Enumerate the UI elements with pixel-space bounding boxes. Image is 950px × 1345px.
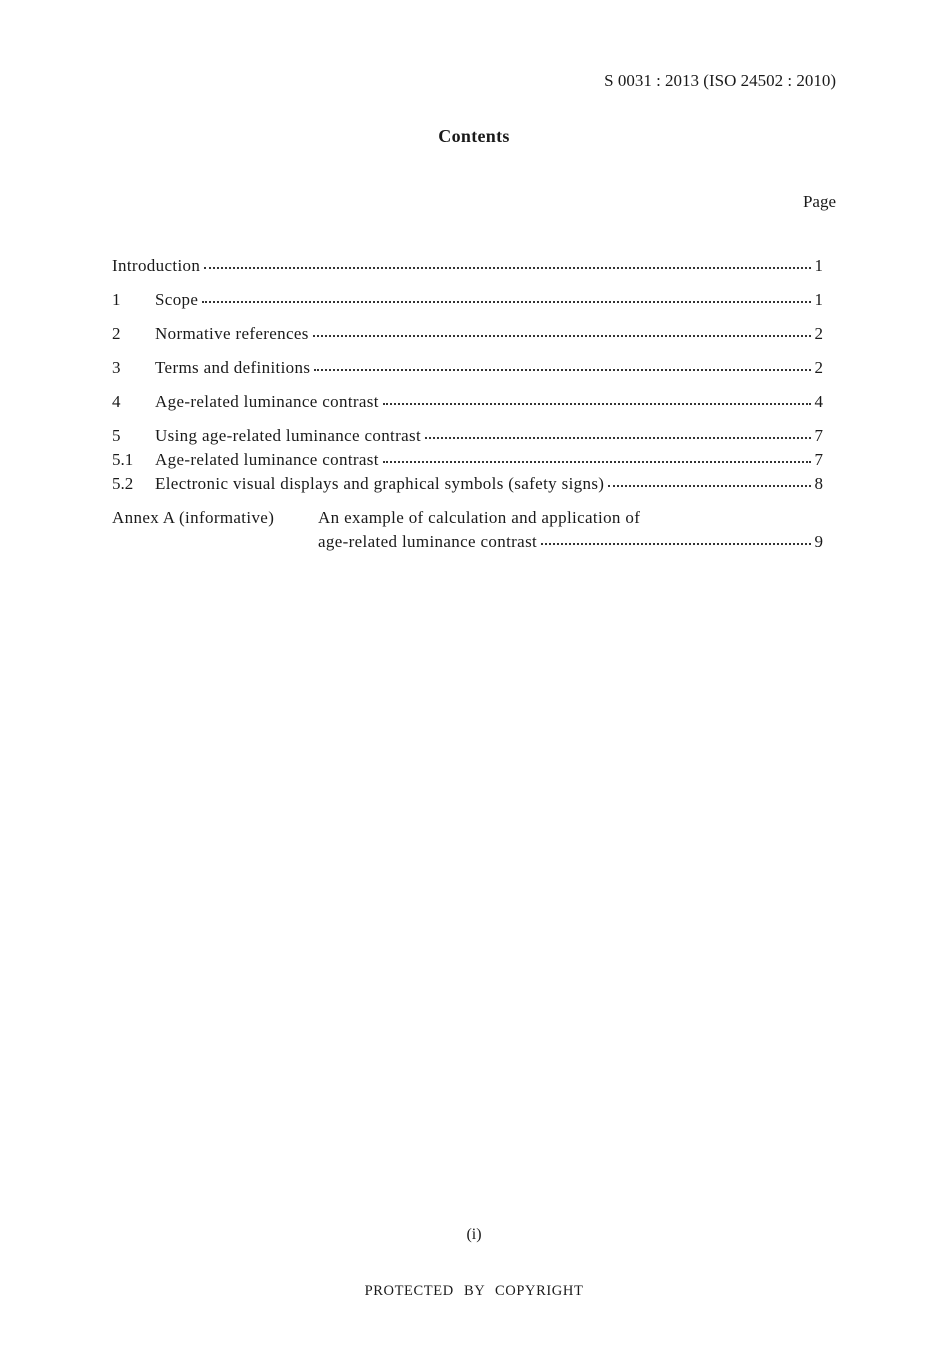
toc-entry-label: Scope xyxy=(155,290,199,309)
dot-leader xyxy=(383,461,811,463)
copyright-notice: PROTECTED BY COPYRIGHT xyxy=(364,1283,584,1299)
toc-entry-annex-a[interactable] xyxy=(112,506,823,554)
toc-entry-5-1[interactable] xyxy=(112,448,823,472)
dot-leader xyxy=(383,403,811,405)
toc-entry-page: 1 xyxy=(814,290,823,309)
toc-entry-label: Normative references xyxy=(155,324,309,343)
toc-entry-number: 2 xyxy=(112,324,121,343)
page-title: Contents xyxy=(438,126,510,146)
toc-entry-number: 5.2 xyxy=(112,474,134,493)
toc-entry-page: 4 xyxy=(814,392,823,411)
page-number: (i) xyxy=(466,1226,482,1243)
toc-entry-5-2[interactable] xyxy=(112,472,823,496)
toc-entry-page: 2 xyxy=(814,324,823,343)
toc-entry-label: Terms and definitions xyxy=(155,358,311,377)
toc-entry-page: 7 xyxy=(814,426,823,445)
toc-entry-page: 1 xyxy=(814,256,823,275)
annex-title-line-2-row xyxy=(318,530,823,554)
toc-entry-label: Age-related luminance contrast xyxy=(155,392,379,411)
toc-entry-2[interactable] xyxy=(112,322,823,346)
toc-entry-number: 1 xyxy=(112,290,121,309)
annex-tag: Annex A (informative) xyxy=(112,508,275,527)
toc-entry-page: 7 xyxy=(814,450,823,469)
toc-entry-1[interactable] xyxy=(112,288,823,312)
toc-entry-5[interactable] xyxy=(112,424,823,448)
annex-title-line-1: An example of calculation and application of xyxy=(318,508,641,527)
annex-heading-line xyxy=(112,506,823,530)
toc-entry-number: 3 xyxy=(112,358,121,377)
toc-entry-label: Electronic visual displays and graphical symbols (safety signs) xyxy=(155,474,605,493)
dot-leader xyxy=(204,267,811,269)
toc-entry-label: Using age-related luminance contrast xyxy=(155,426,422,445)
toc-entry-introduction[interactable] xyxy=(112,254,823,278)
standard-identifier: S 0031 : 2013 (ISO 24502 : 2010) xyxy=(604,71,836,90)
toc-entry-page: 2 xyxy=(814,358,823,377)
toc-entry-4[interactable] xyxy=(112,390,823,414)
toc-entry-number: 5 xyxy=(112,426,121,445)
dot-leader xyxy=(541,543,811,545)
toc-entry-3[interactable] xyxy=(112,356,823,380)
toc-entry-label: Introduction xyxy=(112,256,201,275)
annex-title-line-2: age-related luminance contrast xyxy=(318,532,538,551)
dot-leader xyxy=(202,301,811,303)
toc-entry-number: 4 xyxy=(112,392,121,411)
toc-entry-number: 5.1 xyxy=(112,450,134,469)
toc-entry-page: 9 xyxy=(814,532,823,551)
table-of-contents xyxy=(112,254,823,554)
dot-leader xyxy=(425,437,811,439)
dot-leader xyxy=(313,335,811,337)
page-column-label: Page xyxy=(802,192,836,211)
dot-leader xyxy=(608,485,811,487)
dot-leader xyxy=(314,369,811,371)
toc-entry-page: 8 xyxy=(814,474,823,493)
toc-entry-label: Age-related luminance contrast xyxy=(155,450,379,469)
